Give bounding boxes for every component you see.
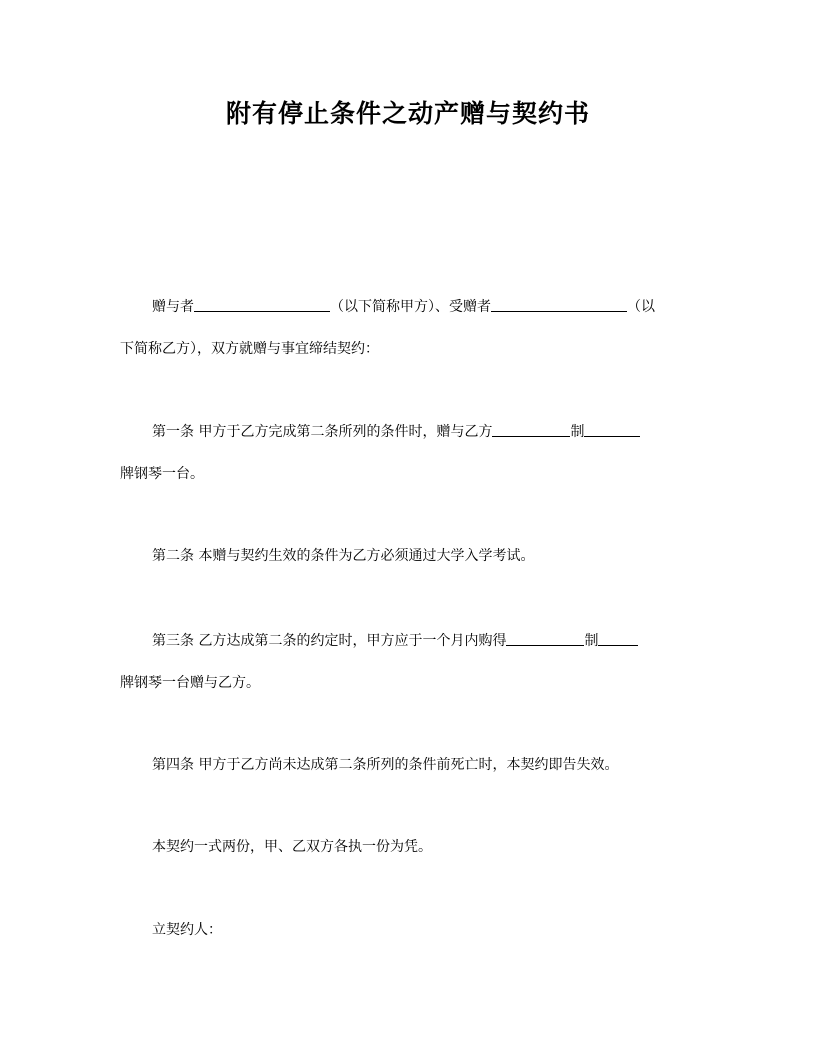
intro-line-1: [120, 286, 696, 328]
article-3-line-1: [120, 620, 696, 662]
article-3-text-a: 第三条 乙方达成第二条的约定时，甲方应于一个月内购得: [152, 633, 507, 649]
article-1-text-b: 制: [570, 424, 585, 440]
article-2: [120, 535, 696, 577]
copies-clause: [120, 826, 696, 868]
article-2-text: 第二条 本赠与契约生效的条件为乙方必须通过大学入学考试。: [152, 548, 535, 564]
signature-block: [120, 909, 696, 951]
article-1-line-1: [120, 411, 696, 453]
donor-name-blank[interactable]: [194, 297, 330, 312]
copies-text: 本契约一式两份，甲、乙双方各执一份为凭。: [152, 839, 432, 855]
article-1: [120, 411, 696, 495]
article-3-text-b: 制: [584, 633, 599, 649]
article-3-brand-blank[interactable]: [598, 631, 638, 646]
article-4-text: 第四条 甲方于乙方尚未达成第二条所列的条件前死亡时，本契约即告失效。: [152, 757, 619, 773]
article-3: [120, 620, 696, 704]
article-1-text-a: 第一条 甲方于乙方完成第二条所列的条件时，赠与乙方: [152, 424, 493, 440]
article-1-brand-blank[interactable]: [584, 422, 640, 437]
donee-name-blank[interactable]: [491, 297, 627, 312]
intro-line-2: 下简称乙方），双方就赠与事宜缔结契约：: [120, 341, 379, 357]
article-4: [120, 744, 696, 786]
donor-label: 赠与者: [152, 299, 194, 315]
donor-suffix: （以下简称甲方）、受赠者: [330, 299, 491, 315]
article-1-line-2: 牌钢琴一台。: [120, 466, 204, 482]
donee-suffix: （以: [627, 299, 655, 315]
document-title: 附有停止条件之动产赠与契约书: [225, 99, 590, 128]
signature-label: 立契约人：: [152, 922, 222, 938]
intro-paragraph: [120, 286, 696, 370]
article-3-maker-blank[interactable]: [506, 631, 584, 646]
article-1-maker-blank[interactable]: [492, 422, 570, 437]
article-3-line-2: 牌钢琴一台赠与乙方。: [120, 675, 260, 691]
